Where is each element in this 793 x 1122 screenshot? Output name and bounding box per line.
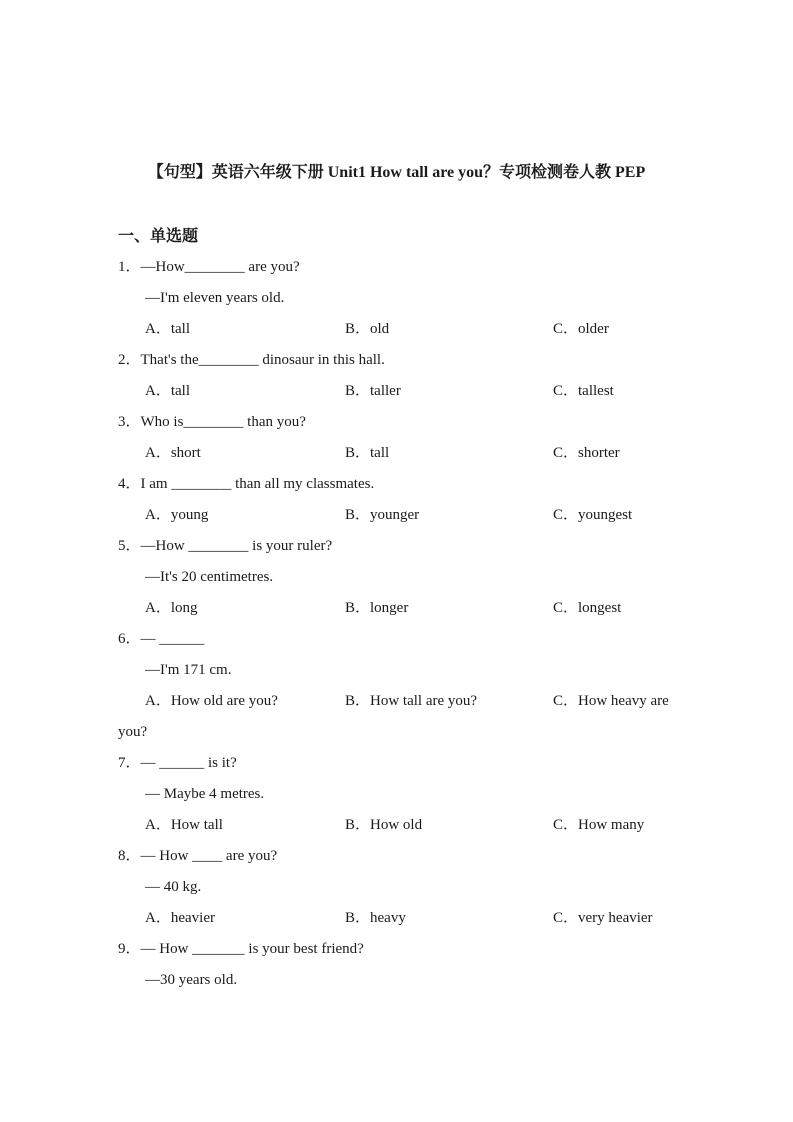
question-5 [118, 531, 675, 624]
question-3-options-row [118, 438, 675, 469]
question-7-option-b: B．How old [345, 817, 423, 833]
question-8-option-c: C．very heavier [553, 910, 653, 926]
question-8-options-row [118, 903, 675, 934]
question-4-stem: 4．I am ________ than all my classmates. [118, 476, 375, 492]
question-5-options-row [118, 593, 675, 624]
question-6-options-row [118, 686, 675, 717]
question-2-option-b: B．taller [345, 383, 401, 399]
question-5-option-a: A．long [145, 600, 198, 616]
question-3-option-a: A．short [145, 445, 201, 461]
question-7-option-a: A．How tall [145, 817, 223, 833]
question-4-option-b: B．younger [345, 507, 420, 523]
question-8 [118, 841, 675, 934]
question-2-options-row [118, 376, 675, 407]
question-7 [118, 748, 675, 841]
question-2-option-a: A．tall [145, 383, 190, 399]
question-4-option-c: C．youngest [553, 507, 633, 523]
question-4 [118, 469, 675, 531]
question-4-option-a: A．young [145, 507, 209, 523]
question-6-option-a: A．How old are you? [145, 693, 278, 709]
question-1-option-c: C．older [553, 321, 609, 337]
question-8-stem: 8．— How ____ are you? [118, 848, 278, 864]
question-6 [118, 624, 675, 748]
question-2-stem: 2．That's the________ dinosaur in this hall. [118, 352, 385, 368]
question-6-option-b: B．How tall are you? [345, 693, 478, 709]
question-6-reply: —I'm 171 cm. [145, 662, 232, 678]
question-7-option-c: C．How many [553, 817, 645, 833]
question-3-stem: 3．Who is________ than you? [118, 414, 306, 430]
section-heading: 一、单选题 [118, 228, 199, 245]
question-1-options-row [118, 314, 675, 345]
question-1 [118, 252, 675, 345]
question-7-stem: 7．— ______ is it? [118, 755, 237, 771]
question-5-reply: —It's 20 centimetres. [145, 569, 274, 585]
question-9-reply: —30 years old. [145, 972, 238, 988]
question-5-option-c: C．longest [553, 600, 622, 616]
question-3 [118, 407, 675, 469]
question-8-option-b: B．heavy [345, 910, 406, 926]
question-1-reply: —I'm eleven years old. [145, 290, 285, 306]
question-6-stem: 6．— ______ [118, 631, 205, 647]
question-9 [118, 934, 675, 996]
question-4-options-row [118, 500, 675, 531]
question-1-stem: 1．—How________ are you? [118, 259, 300, 275]
question-7-options-row [118, 810, 675, 841]
question-5-option-b: B．longer [345, 600, 409, 616]
question-1-option-b: B．old [345, 321, 390, 337]
question-5-stem: 5．—How ________ is your ruler? [118, 538, 333, 554]
question-8-reply: — 40 kg. [145, 879, 202, 895]
page-title: 【句型】英语六年级下册 Unit1 How tall are you？专项检测卷人教 PEP [147, 164, 646, 181]
question-3-option-b: B．tall [345, 445, 390, 461]
question-6-option-c: C．How heavy are [553, 693, 669, 709]
question-1-option-a: A．tall [145, 321, 190, 337]
question-3-option-c: C．shorter [553, 445, 620, 461]
question-9-stem: 9．— How _______ is your best friend? [118, 941, 364, 957]
question-6-option-c-overflow: you? [118, 724, 148, 740]
question-2 [118, 345, 675, 407]
question-2-option-c: C．tallest [553, 383, 614, 399]
question-8-option-a: A．heavier [145, 910, 215, 926]
question-7-reply: — Maybe 4 metres. [145, 786, 265, 802]
